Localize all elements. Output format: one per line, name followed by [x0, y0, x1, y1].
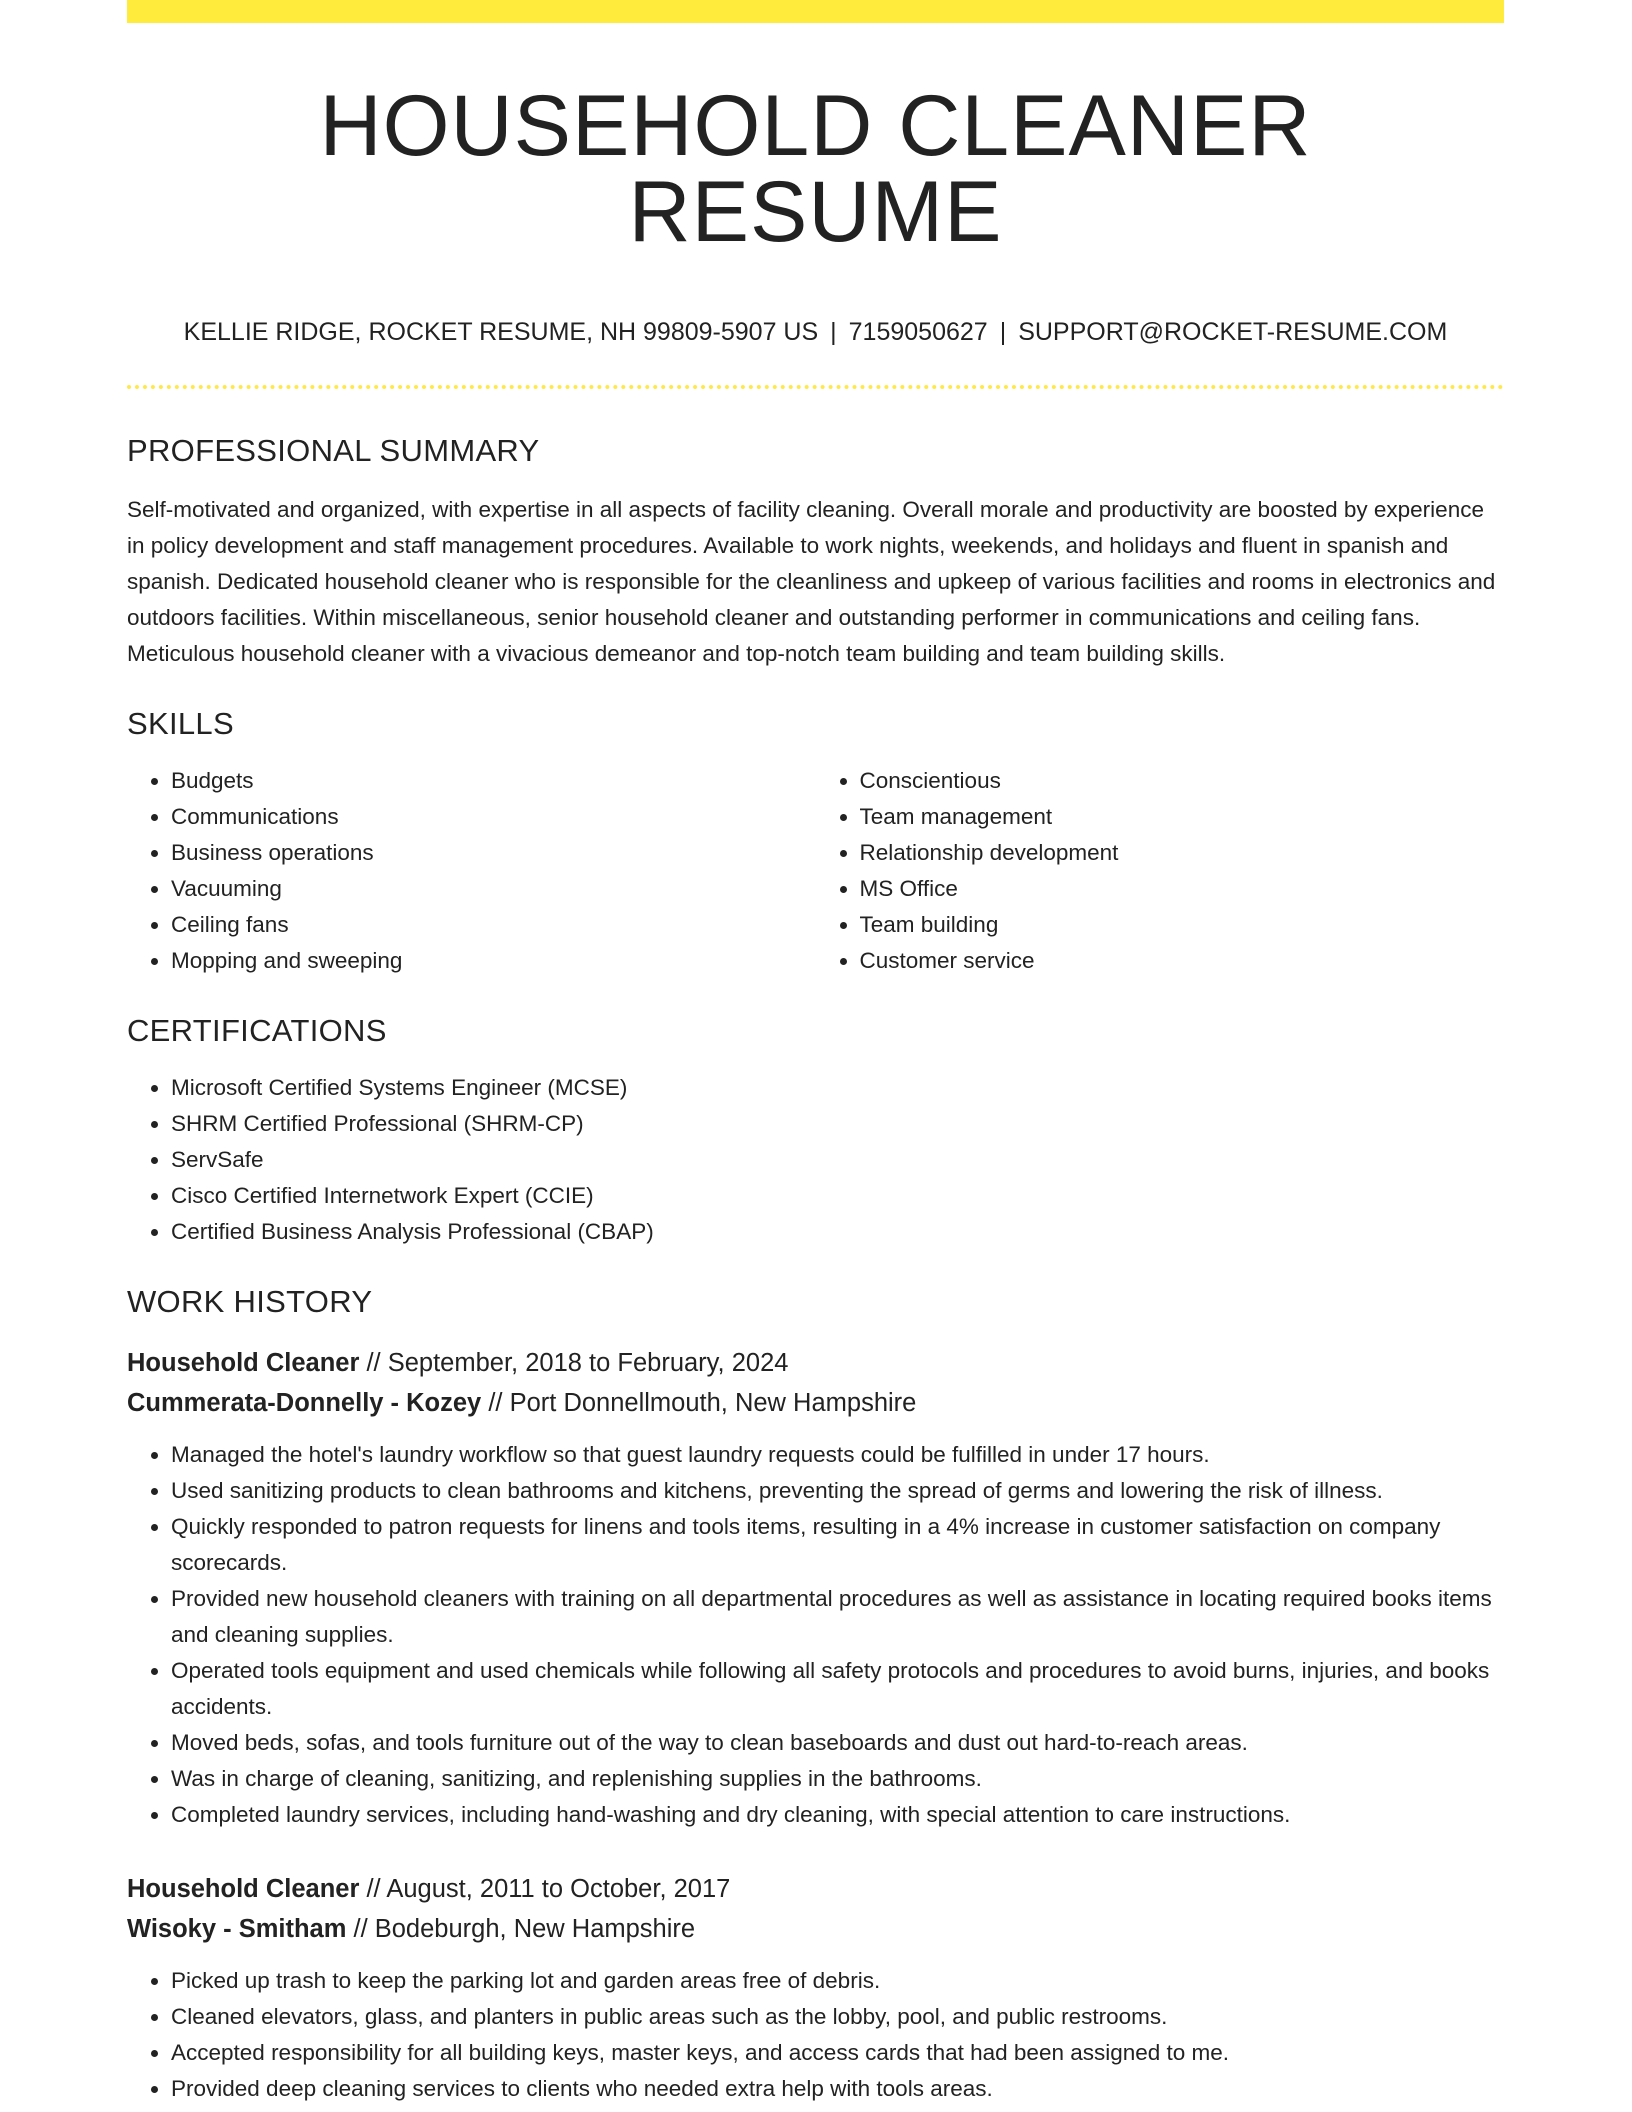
top-accent-bar [127, 0, 1504, 23]
job-duty: • Accepted responsibility for all building keys, master keys, and access cards that had been assigned to me. [171, 2035, 1504, 2071]
certification-item: • Cisco Certified Internetwork Expert (CCIE) [171, 1178, 1504, 1214]
contact-address: KELLIE RIDGE, ROCKET RESUME, NH 99809-5907 US [183, 318, 819, 346]
job-duty: • Managed the hotel's laundry workflow so that guest laundry requests could be fulfilled in under 17 hours. [171, 1437, 1504, 1473]
contact-phone: 7159050627 [848, 318, 988, 346]
job-location: // Bodeburgh, New Hampshire [346, 1915, 696, 1943]
skill-item: • Relationship development [860, 835, 1505, 871]
contact-email: SUPPORT@ROCKET-RESUME.COM [1018, 318, 1448, 346]
job-location: // Port Donnellmouth, New Hampshire [481, 1389, 917, 1417]
skill-item: • Team building [860, 907, 1505, 943]
dotted-divider [127, 385, 1504, 389]
job-duty: • Provided new household cleaners with training on all departmental procedures as well as assistance in locating required books items and cleaning supplies. [171, 1581, 1504, 1653]
certifications-heading: CERTIFICATIONS [127, 1013, 387, 1048]
certification-item: • ServSafe [171, 1142, 1504, 1178]
summary-text: Self-motivated and organized, with expertise in all aspects of facility cleaning. Overall morale and productivity are boosted by experience in policy development and staff management procedures. Available to work nights, weekends, and holidays and fluent in spanish and spanish. Dedicated household cleaner who is responsible for the cleanliness and upkeep of various facilities and rooms in electronics and outdoors facilities. Within miscellaneous, senior household cleaner and outstanding performer in communications and ceiling fans. Meticulous household cleaner with a vivacious demeanor and top-notch team building and team building skills. [127, 497, 1496, 666]
certifications-list [127, 1070, 1504, 1250]
skill-item: • Communications [171, 799, 816, 835]
job-company: Cummerata-Donnelly - Kozey [127, 1389, 482, 1417]
job-duties-list [127, 1963, 1504, 2107]
skill-item: • Business operations [171, 835, 816, 871]
skills-list-right [816, 763, 1505, 979]
job-duty: • Moved beds, sofas, and tools furniture out of the way to clean baseboards and dust out hard-to-reach areas. [171, 1725, 1504, 1761]
job-duty: • Provided deep cleaning services to clients who needed extra help with tools areas. [171, 2071, 1504, 2107]
skill-item: • Customer service [860, 943, 1505, 979]
job-company-line [127, 1383, 1504, 1423]
skill-item: • Budgets [171, 763, 816, 799]
job-duty: • Completed laundry services, including hand-washing and dry cleaning, with special attention to care instructions. [171, 1797, 1504, 1833]
skills-heading: SKILLS [127, 706, 234, 741]
skill-item: • Ceiling fans [171, 907, 816, 943]
job-dates: // September, 2018 to February, 2024 [359, 1349, 789, 1377]
job-title: Household Cleaner [127, 1875, 360, 1903]
job-entry [127, 1869, 1504, 2107]
certification-item: • SHRM Certified Professional (SHRM-CP) [171, 1106, 1504, 1142]
skill-item: • Team management [860, 799, 1505, 835]
job-company-line [127, 1909, 1504, 1949]
job-company: Wisoky - Smitham [127, 1915, 347, 1943]
resume-page [127, 0, 1504, 2107]
work-history-heading: WORK HISTORY [127, 1284, 373, 1319]
job-dates: // August, 2011 to October, 2017 [359, 1875, 731, 1903]
skills-list-left [127, 763, 816, 979]
certification-item: • Certified Business Analysis Professional (CBAP) [171, 1214, 1504, 1250]
job-duty: • Was in charge of cleaning, sanitizing, and replenishing supplies in the bathrooms. [171, 1761, 1504, 1797]
job-title-line [127, 1343, 1504, 1383]
job-duty: • Quickly responded to patron requests for linens and tools items, resulting in a 4% increase in customer satisfaction on company scorecards. [171, 1509, 1504, 1581]
job-title: Household Cleaner [127, 1349, 360, 1377]
job-duties-list [127, 1437, 1504, 1833]
job-entry [127, 1343, 1504, 1833]
skill-item: • MS Office [860, 871, 1505, 907]
job-duty: • Operated tools equipment and used chemicals while following all safety protocols and procedures to avoid burns, injuries, and books accidents. [171, 1653, 1504, 1725]
job-duty: • Cleaned elevators, glass, and planters in public areas such as the lobby, pool, and public restrooms. [171, 1999, 1504, 2035]
job-duty: • Used sanitizing products to clean bathrooms and kitchens, preventing the spread of germs and lowering the risk of illness. [171, 1473, 1504, 1509]
contact-separator: | [999, 318, 1007, 346]
skills-grid [127, 739, 1504, 979]
job-title-line [127, 1869, 1504, 1909]
resume-title: HOUSEHOLD CLEANER RESUME [319, 78, 1312, 260]
summary-heading: PROFESSIONAL SUMMARY [127, 433, 540, 468]
skill-item: • Mopping and sweeping [171, 943, 816, 979]
skill-item: • Conscientious [860, 763, 1505, 799]
skill-item: • Vacuuming [171, 871, 816, 907]
job-duty: • Picked up trash to keep the parking lot and garden areas free of debris. [171, 1963, 1504, 1999]
contact-line [127, 317, 1504, 347]
contact-separator: | [830, 318, 837, 346]
certification-item: • Microsoft Certified Systems Engineer (MCSE) [171, 1070, 1504, 1106]
